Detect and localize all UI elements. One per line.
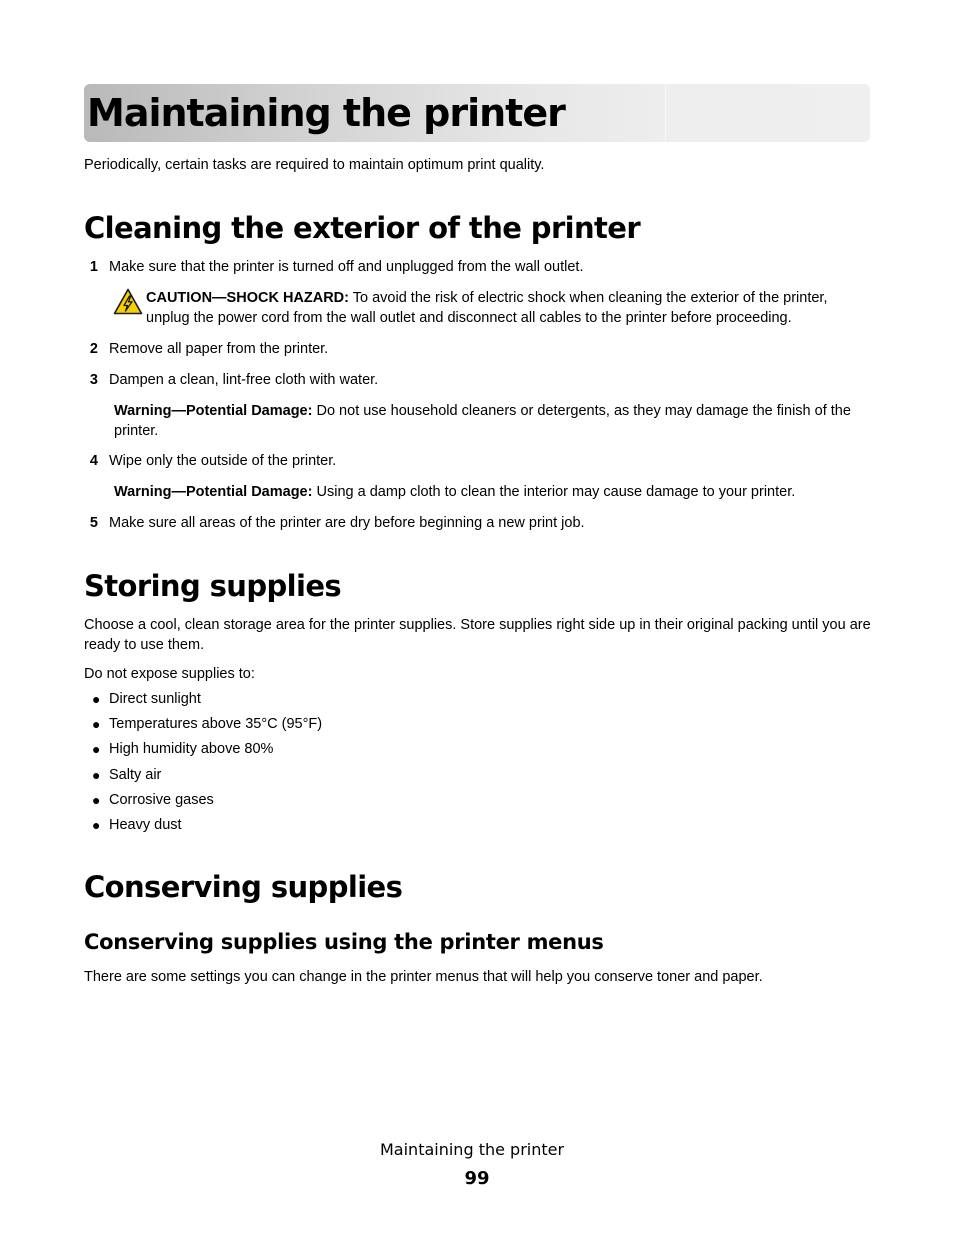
section-heading-storing: Storing supplies bbox=[84, 569, 342, 603]
list-item: Corrosive gases bbox=[109, 792, 214, 808]
caution-note bbox=[146, 288, 872, 328]
step-number: 2 bbox=[89, 341, 98, 357]
shock-hazard-warning-icon bbox=[113, 288, 143, 315]
list-item: High humidity above 80% bbox=[109, 741, 274, 757]
bullet-marker: ● bbox=[92, 817, 101, 833]
step-number: 4 bbox=[89, 453, 98, 469]
step-text: Dampen a clean, lint-free cloth with water. bbox=[109, 372, 379, 388]
footer-chapter-title: Maintaining the printer bbox=[380, 1140, 565, 1159]
step-text: Make sure that the printer is turned off and unplugged from the wall outlet. bbox=[109, 259, 584, 275]
chapter-bar-divider bbox=[665, 84, 666, 142]
step-number: 1 bbox=[89, 259, 98, 275]
step-number: 3 bbox=[89, 372, 98, 388]
list-item: Salty air bbox=[109, 767, 162, 783]
list-item: Temperatures above 35°C (95°F) bbox=[109, 716, 323, 732]
warning-note bbox=[114, 482, 795, 502]
storing-paragraph: Choose a cool, clean storage area for the printer supplies. Store supplies right side up in their original packing until you are ready to use them. bbox=[84, 617, 871, 653]
section-heading-conserving: Conserving supplies bbox=[84, 870, 403, 904]
page-number: 99 bbox=[464, 1168, 490, 1189]
warning-text: Using a damp cloth to clean the interior may cause damage to your printer. bbox=[312, 484, 796, 500]
bullet-marker: ● bbox=[92, 767, 101, 783]
list-item: Direct sunlight bbox=[109, 691, 201, 707]
caution-text: To avoid the risk of electric shock when cleaning the exterior of the printer, unplug the power cord from the wall outlet and disconnect all cables to the printer before proceeding. bbox=[146, 290, 828, 326]
chapter-title: Maintaining the printer bbox=[87, 91, 565, 135]
step-text: Remove all paper from the printer. bbox=[109, 341, 329, 357]
storing-paragraph: Do not expose supplies to: bbox=[84, 666, 255, 682]
warning-text: Do not use household cleaners or detergents, as they may damage the finish of the printer. bbox=[114, 403, 851, 439]
bullet-marker: ● bbox=[92, 716, 101, 732]
chapter-intro: Periodically, certain tasks are required to maintain optimum print quality. bbox=[84, 157, 545, 173]
bullet-marker: ● bbox=[92, 741, 101, 757]
list-item: Heavy dust bbox=[109, 817, 182, 833]
bullet-marker: ● bbox=[92, 691, 101, 707]
section-heading-cleaning: Cleaning the exterior of the printer bbox=[84, 211, 641, 245]
warning-label: Warning—Potential Damage: bbox=[114, 484, 313, 500]
step-text: Make sure all areas of the printer are dry before beginning a new print job. bbox=[109, 515, 585, 531]
conserving-paragraph: There are some settings you can change in the printer menus that will help you conserve toner and paper. bbox=[84, 969, 763, 985]
step-number: 5 bbox=[89, 515, 98, 531]
bullet-marker: ● bbox=[92, 792, 101, 808]
step-text: Wipe only the outside of the printer. bbox=[109, 453, 337, 469]
caution-label: CAUTION—SHOCK HAZARD: bbox=[146, 290, 349, 306]
subsection-heading: Conserving supplies using the printer menus bbox=[84, 930, 604, 954]
warning-label: Warning—Potential Damage: bbox=[114, 403, 313, 419]
warning-note bbox=[114, 401, 874, 441]
